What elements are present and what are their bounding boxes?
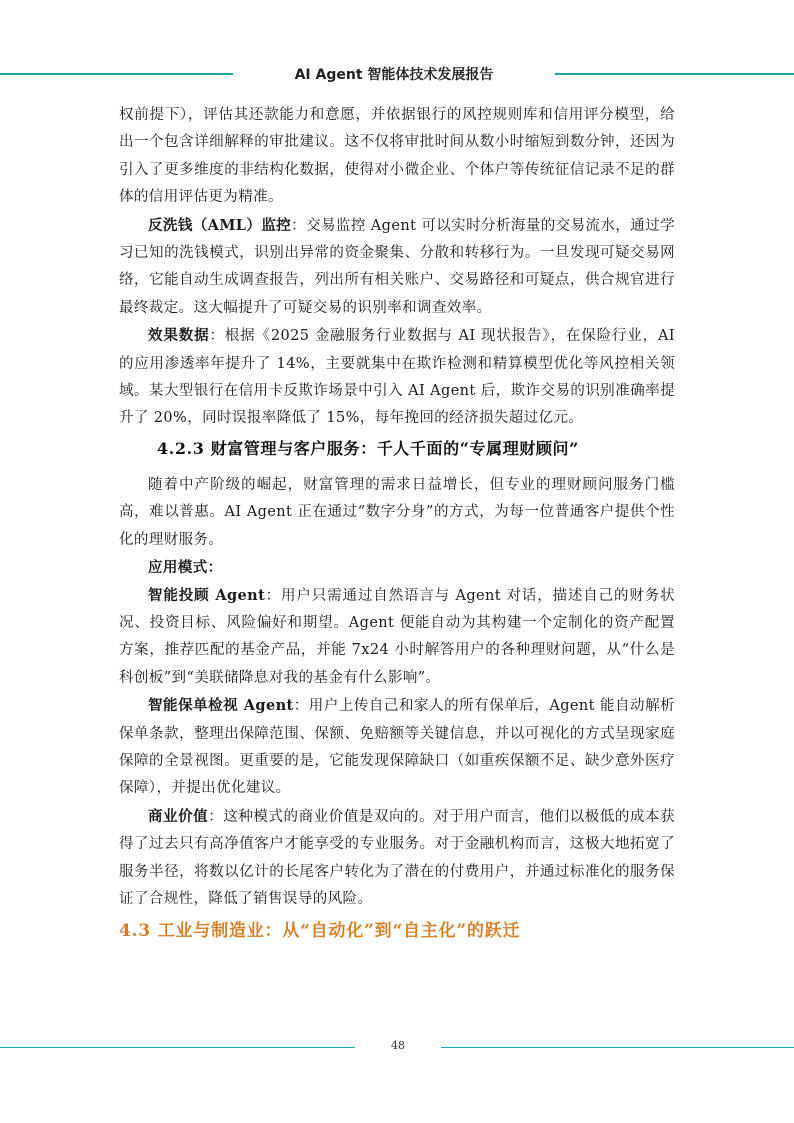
- page-number: 48: [391, 1039, 405, 1052]
- paragraph-effect-data: [119, 322, 675, 433]
- paragraph-aml-label: 反洗钱（AML）监控: [148, 216, 292, 234]
- paragraph-effect-text: ：根据《2025 金融服务行业数据与 AI 现状报告》，在保险行业，AI 的应用渗透率年提升了 14%，主要就集中在欺诈检测和精算模型优化等风控相关领域。某大型银行在信用卡反欺诈场景中引入 AI Agent 后，欺诈交易的识别准确率提升了 20%，同时误报率降低了 15%，每年挽回的经济损失超过亿元。: [119, 328, 675, 427]
- footer-rule-right: [441, 1047, 794, 1048]
- paragraph-business-value: [119, 803, 675, 914]
- paragraph-wealth-intro: 随着中产阶级的崛起，财富管理的需求日益增长，但专业的理财顾问服务门槛高，难以普惠。AI Agent 正在通过“数字分身”的方式，为每一位普通客户提供个性化的理财服务。: [119, 476, 675, 548]
- page-body: [119, 102, 675, 945]
- paragraph-business-value-text: ：这种模式的商业价值是双向的。对于用户而言，他们以极低的成本获得了过去只有高净值客户才能享受的专业服务。对于金融机构而言，这极大地拓宽了服务半径，将数以亿计的长尾客户转化为了潜在的付费用户，并通过标准化的服务保证了合规性，降低了销售误导的风险。: [119, 808, 675, 907]
- paragraph-policy-review: [119, 692, 675, 803]
- paragraph-business-value-label: 商业价值: [148, 807, 209, 825]
- paragraph-policy-review-label: 智能保单检视 Agent: [148, 697, 294, 715]
- header-rule-right: [555, 73, 794, 75]
- paragraph-aml-text: ：交易监控 Agent 可以实时分析海量的交易流水，通过学习已知的洗钱模式，识别出异常的资金聚集、分散和转移行为。一旦发现可疑交易网络，它能自动生成调查报告，列出所有相关账户、交易路径和可疑点，供合规官进行最终裁定。这大幅提升了可疑交易的识别率和调查效率。: [119, 217, 675, 316]
- section-heading-4-3: 4.3 工业与制造业：从“自动化”到“自主化”的跃迁: [119, 921, 521, 942]
- application-mode-label: 应用模式：: [148, 559, 223, 577]
- header-rule-left: [0, 73, 233, 75]
- subsection-heading-4-2-3: 4.2.3 财富管理与客户服务：千人千面的“专属理财顾问”: [157, 438, 579, 458]
- paragraph-policy-review-text: ：用户上传自己和家人的所有保单后，Agent 能自动解析保单条款，整理出保障范围、保额、免赔额等关键信息，并以可视化的方式呈现家庭保障的全景视图。更重要的是，它能发现保障缺口（如重疾保额不足、缺少意外医疗保障），并提出优化建议。: [119, 698, 676, 797]
- paragraph-aml: [119, 212, 675, 323]
- footer-rule-left: [0, 1047, 355, 1048]
- paragraph-robo-advisor: [119, 582, 675, 693]
- running-header-title: AI Agent 智能体技术发展报告: [294, 67, 494, 83]
- paragraph-robo-advisor-label: 智能投顾 Agent: [148, 586, 266, 604]
- paragraph-credit-approval: 权前提下），评估其还款能力和意愿，并依据银行的风控规则库和信用评分模型，给出一个包含详细解释的审批建议。这不仅将审批时间从数小时缩短到数分钟，还因为引入了更多维度的非结构化数据，使得对小微企业、个体户等传统征信记录不足的群体的信用评估更为精准。: [119, 107, 675, 206]
- paragraph-robo-advisor-text: ：用户只需通过自然语言与 Agent 对话，描述自己的财务状况、投资目标、风险偏好和期望。Agent 便能自动为其构建一个定制化的资产配置方案，推荐匹配的基金产品，并能 7x24 小时解答用户的各种理财问题，从“什么是科创板”到“美联储降息对我的基金有什么影响”。: [119, 587, 675, 686]
- paragraph-effect-label: 效果数据: [148, 327, 210, 345]
